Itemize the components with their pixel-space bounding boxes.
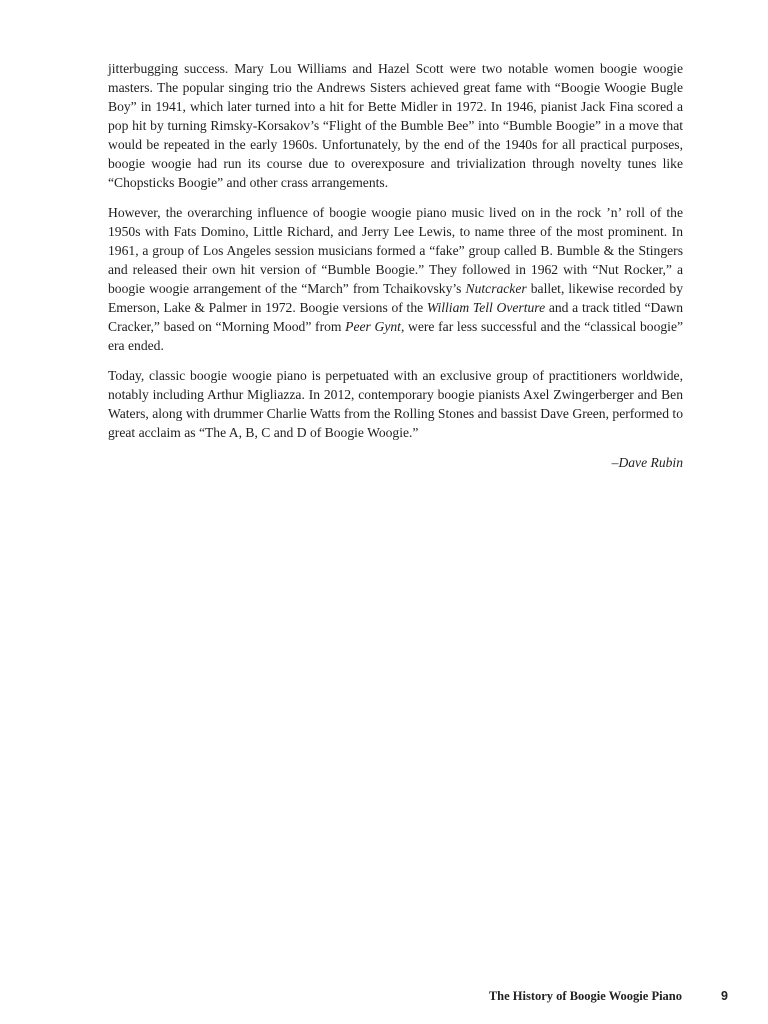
paragraph-3-text: Today, classic boogie woogie piano is perpetuated with an exclusive group of practitioners worldwide, notably including Arthur Migliazza. In 2012, contemporary boogie pianists Axel Zwingerberger and Ben Waters, along with drummer Charlie Watts from the Rolling Stones and bassist Dave Green, performed to great acclaim as “The A, B, C and D of Boogie Woogie.”	[108, 368, 683, 440]
paragraph-3	[108, 366, 683, 442]
title-nutcracker: Nutcracker	[465, 281, 527, 296]
title-peer-gynt: Peer Gynt	[345, 319, 401, 334]
article-body	[108, 59, 683, 472]
title-william-tell-overture: William Tell Overture	[426, 300, 546, 315]
page-number: 9	[721, 989, 728, 1003]
paragraph-2-text-a: However, the overarching influence of boogie woogie piano music lived on in the rock ’n’ roll of the 1950s with Fats Domino, Little Richard, and Jerry Lee Lewis, to name three of the most prominent. In 1961, a group of Los Angeles session musicians formed a “fake” group called B. Bumble & the Stingers and released their own hit version of “Bumble Boogie.” They followed in 1962 with “Nut Rocker,” a boogie woogie arrangement of the “March” from Tchaikovsky’s	[108, 205, 683, 296]
paragraph-2-text-d: , were far less successful and the “classical boogie” era ended.	[108, 319, 684, 353]
page-footer	[0, 989, 768, 1009]
paragraph-1	[108, 59, 683, 192]
author-signature: –Dave Rubin	[611, 455, 683, 470]
paragraph-2	[108, 203, 683, 355]
paragraph-2-text-c: and a track titled “Dawn Cracker,” based on “Morning Mood” from	[108, 300, 683, 334]
running-footer-title: The History of Boogie Woogie Piano	[488, 989, 682, 1003]
paragraph-2-text-b: ballet, likewise recorded by Emerson, Lake & Palmer in 1972. Boogie versions of the	[108, 281, 683, 315]
paragraph-1-text: jitterbugging success. Mary Lou Williams and Hazel Scott were two notable women boogie woogie masters. The popular singing trio the Andrews Sisters achieved great fame with “Boogie Woogie Bugle Boy” in 1941, which later turned into a hit for Bette Midler in 1972. In 1946, pianist Jack Fina scored a pop hit by turning Rimsky-Korsakov’s “Flight of the Bumble Bee” into “Bumble Boogie” in a move that would be repeated in the early 1960s. Unfortunately, by the end of the 1940s for all practical purposes, boogie woogie had run its course due to overexposure and trivialization through novelty tunes like “Chopsticks Boogie” and other crass arrangements.	[108, 61, 683, 190]
